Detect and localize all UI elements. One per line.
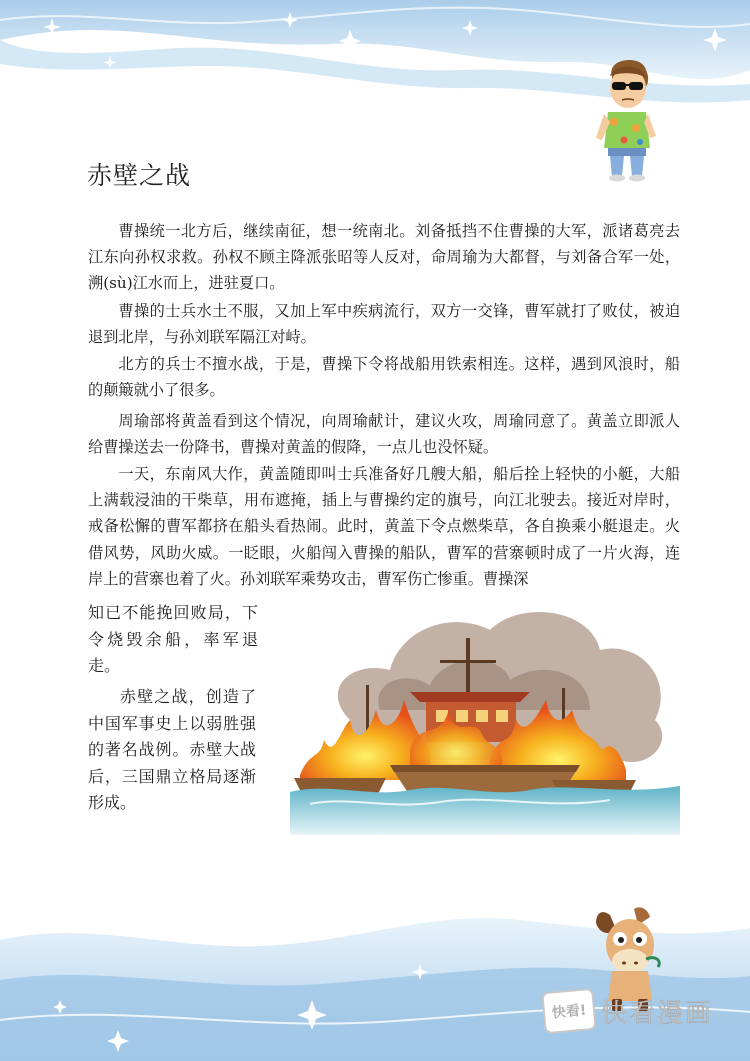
watermark-text: 快看漫画 xyxy=(601,998,714,1029)
watermark-badge: 快看! xyxy=(541,988,596,1034)
kuaikan-watermark xyxy=(543,990,713,1032)
paragraph-2: 曹操的士兵水土不服，又加上军中疾病流行，双方一交锋，曹军就打了败仗，被迫退到北岸，与孙刘联军隔江对峙。 xyxy=(88,302,680,347)
paragraph-3: 北方的兵士不擅水战，于是，曹操下令将战船用铁索相连。这样，遇到风浪时，船的颠簸就小了很多。 xyxy=(88,355,680,400)
paragraph-1: 曹操统一北方后，继续南征，想一统南北。刘备抵挡不住曹操的大军，派诸葛亮去江东向孙权求救。孙权不顾主降派张昭等人反对，命周瑜为大都督，与刘备合军一处，溯(sù)江水而上，进驻夏口。 xyxy=(88,222,680,293)
sunglasses-boy-illustration xyxy=(592,52,662,184)
paragraph-5: 一天，东南风大作，黄盖随即叫士兵准备好几艘大船，船后拴上轻快的小艇，大船上满载浸油的干柴草，用布遮掩，插上与曹操约定的旗号，向江北驶去。接近对岸时，戒备松懈的曹军都挤在船头看热闹。此时，黄盖下令点燃柴草，各自换乘小艇退走。火借风势，风助火威。一眨眼，火船闯入曹操的船队，曹军的营寨顿时成了一片火海，连岸上的营寨也着了火。孙刘联军乘势攻击，曹军伤亡惨重。曹操深 xyxy=(88,465,680,588)
burning-ships-illustration xyxy=(290,600,680,835)
paragraph-5-continued: 知已不能挽回败局，下令烧毁余船，率军退走。 xyxy=(88,603,258,675)
paragraph-6: 赤壁之战，创造了中国军事史上以弱胜强的著名战例。赤壁大战后，三国鼎立格局逐渐形成。 xyxy=(88,687,256,812)
page-title: 赤壁之战 xyxy=(87,161,192,190)
paragraph-4: 周瑜部将黄盖看到这个情况，向周瑜献计，建议火攻，周瑜同意了。黄盖立即派人给曹操送去一份降书，曹操对黄盖的假降，一点儿也没怀疑。 xyxy=(88,412,680,457)
